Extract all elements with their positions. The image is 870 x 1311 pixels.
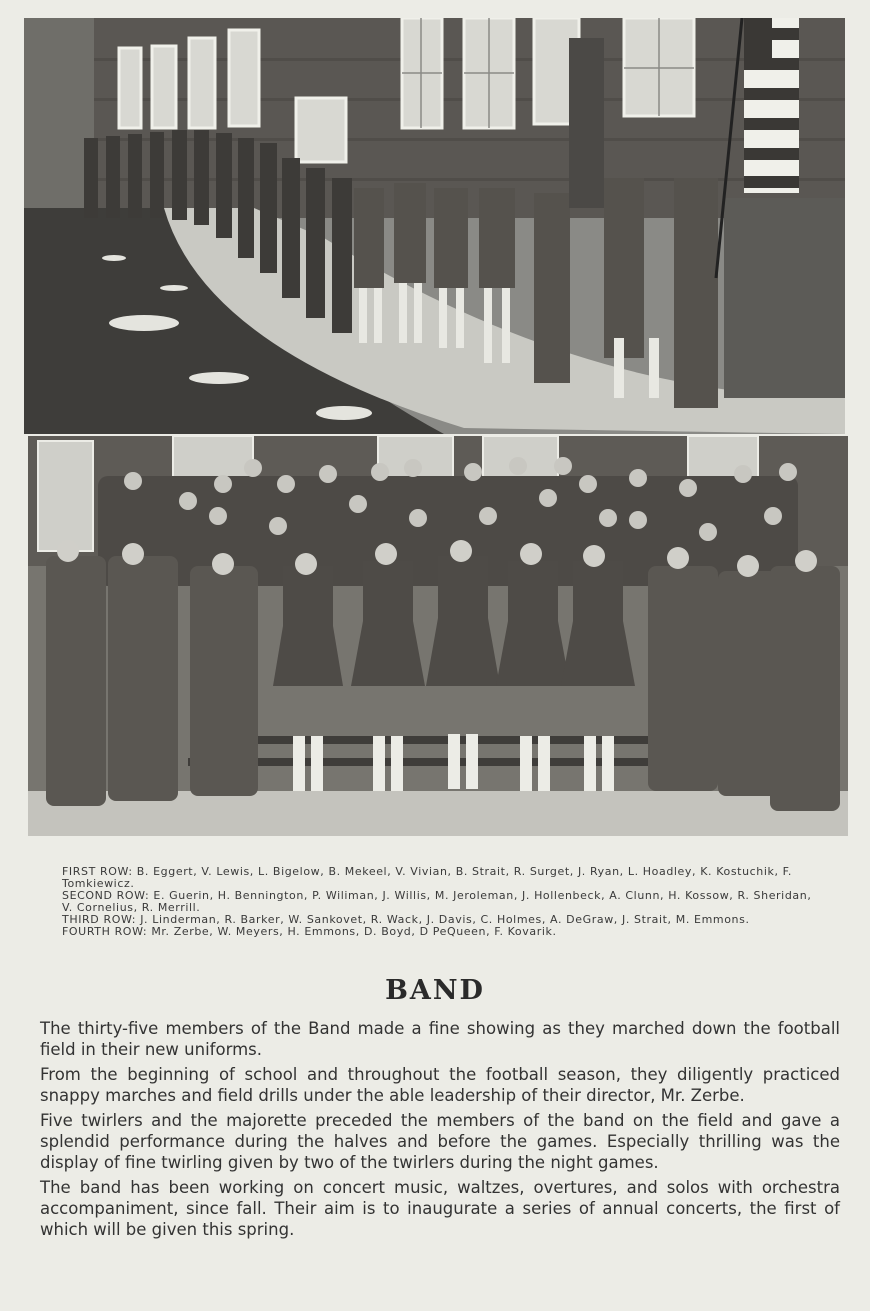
caption-row-names: B. Eggert, V. Lewis, L. Bigelow, B. Mekeel, V. Vivian, B. Strait, R. Surget, J. Ryan, L. Hoadley, K. Kostuchik, F. Tomkiewicz. (62, 865, 792, 890)
caption-row-names: E. Guerin, H. Bennington, P. Wiliman, J. Willis, M. Jeroleman, J. Hollenbeck, A. Clunn, H. Kossow, R. Sheridan, V. Cornelius, R. Merrill. (62, 889, 812, 914)
paragraph: The thirty-five members of the Band made a fine showing as they marched down the football field in their new uniforms. (40, 1019, 840, 1059)
paragraph: From the beginning of school and throughout the football season, they diligently practiced snappy marches and field drills under the able leadership of their director, Mr. Zerbe. (40, 1065, 840, 1105)
band-group-photo-illustration (28, 436, 848, 836)
caption-row-names: J. Linderman, R. Barker, W. Sankovet, R. Wack, J. Davis, C. Holmes, A. DeGraw, J. Strait, M. Emmons. (140, 913, 750, 926)
marching-band-photo-illustration (24, 18, 845, 434)
paragraph: Five twirlers and the majorette preceded the members of the band on the field and gave a splendid performance during the halves and before the games. Especially thrilling was the display of fine twirling given by two of the twirlers during the night games. (40, 1111, 840, 1172)
caption-row-names: Mr. Zerbe, W. Meyers, H. Emmons, D. Boyd, D PeQueen, F. Kovarik. (151, 925, 557, 938)
page-title: BAND (385, 975, 485, 1006)
band-group-photo (28, 436, 848, 836)
caption-row-label: FOURTH ROW: (62, 925, 148, 938)
caption-row-label: THIRD ROW: (62, 913, 137, 926)
caption-row-second (62, 890, 822, 914)
photo-caption (62, 866, 822, 938)
caption-row-label: SECOND ROW: (62, 889, 150, 902)
caption-row-first (62, 866, 822, 890)
article-body (40, 1018, 840, 1244)
paragraph: The band has been working on concert music, waltzes, overtures, and solos with orchestra accompaniment, since fall. Their aim is to inaugurate a series of annual concerts, the first of which will be given this spring. (40, 1178, 840, 1239)
marching-band-photo (24, 18, 845, 434)
caption-row-fourth (62, 926, 822, 938)
caption-row-label: FIRST ROW: (62, 865, 133, 878)
